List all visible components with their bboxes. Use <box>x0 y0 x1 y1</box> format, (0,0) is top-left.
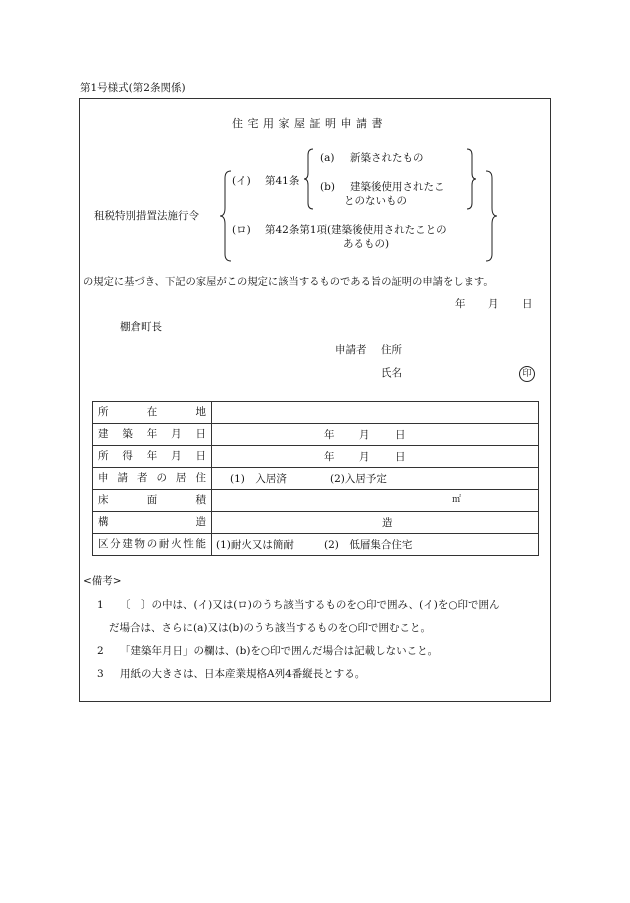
built-month: 月 <box>359 429 370 441</box>
applicant-name-label: 氏名 <box>381 367 402 379</box>
acquired-date-value[interactable] <box>212 446 539 468</box>
acquired-date-label: 所得年月日 <box>98 449 206 462</box>
page-title: 住宅用家屋証明申請書 <box>232 117 387 130</box>
built-day: 日 <box>395 429 406 441</box>
structure-label: 構造 <box>98 515 206 528</box>
form-number: 第1号様式(第2条関係) <box>80 82 186 94</box>
item-ro-line1: 第42条第1項(建築後使用されたことの <box>265 224 447 236</box>
residence-option-2[interactable]: (2)入居予定 <box>330 473 387 485</box>
table-row-floor-area <box>93 490 539 512</box>
table-row-residence <box>93 468 539 490</box>
note-2-line1: 「建築年月日」の欄は、(b)を○印で囲んだ場合は記載しないこと。 <box>120 645 439 657</box>
applicant-address-label: 住所 <box>381 344 402 356</box>
note-1-line1: 〔 〕の中は、(イ)又は(ロ)のうち該当するものを○印で囲み、(イ)を○印で囲ん <box>120 599 500 611</box>
inner-right-brace <box>465 148 477 210</box>
item-b-label: (b) <box>320 181 335 193</box>
item-a-text: 新築されたもの <box>350 152 424 164</box>
date-month: 月 <box>488 298 499 310</box>
acquired-month: 月 <box>359 451 370 463</box>
date-day: 日 <box>522 298 533 310</box>
floor-area-unit: ㎡ <box>452 495 462 505</box>
outer-left-brace <box>219 170 233 262</box>
item-b-line2: とのないもの <box>344 195 407 207</box>
table-row-acquired-date <box>93 446 539 468</box>
acquired-day: 日 <box>395 451 406 463</box>
property-table <box>92 401 539 556</box>
fire-resist-value[interactable] <box>212 534 539 556</box>
inner-left-brace <box>303 148 315 210</box>
seal-mark <box>519 366 535 382</box>
built-year: 年 <box>324 429 335 441</box>
note-2-number: 2 <box>97 645 104 657</box>
date-year: 年 <box>455 298 466 310</box>
built-date-label: 建築年月日 <box>98 427 206 440</box>
fire-resist-label: 区分建物の耐火性能 <box>98 537 206 550</box>
table-row-structure <box>93 512 539 534</box>
acquired-year: 年 <box>324 451 335 463</box>
location-label: 所在地 <box>98 405 206 418</box>
table-row-fire-resist <box>93 534 539 556</box>
item-ro-label: (ロ) <box>232 224 251 236</box>
statement-text: の規定に基づき、下記の家屋がこの規定に該当するものである旨の証明の申請をします。 <box>83 276 494 288</box>
floor-area-label: 床面積 <box>98 493 206 506</box>
location-value[interactable] <box>212 402 539 424</box>
law-name: 租税特別措置法施行令 <box>94 210 199 222</box>
note-3-line1: 用紙の大きさは、日本産業規格A列4番縦長とする。 <box>120 668 366 680</box>
outer-right-brace <box>484 170 498 262</box>
item-b-line1: 建築後使用されたこ <box>350 181 445 193</box>
fire-resist-option-2[interactable]: (2) 低層集合住宅 <box>324 539 413 551</box>
item-i-label: (イ) <box>232 175 251 187</box>
note-3-number: 3 <box>97 668 104 680</box>
structure-suffix: 造 <box>382 517 393 529</box>
residence-label: 申請者の居住 <box>98 471 206 484</box>
table-row-location <box>93 402 539 424</box>
table-row-built-date <box>93 424 539 446</box>
notes-header: <備考> <box>83 575 122 587</box>
item-a-label: (a) <box>320 152 335 164</box>
applicant-label: 申請者 <box>335 344 367 356</box>
floor-area-value[interactable] <box>212 490 539 512</box>
residence-option-1[interactable]: (1) 入居済 <box>230 473 287 485</box>
item-ro-line2: あるもの) <box>343 238 390 250</box>
seal-icon: 印 <box>519 366 535 382</box>
item-i-article: 第41条 <box>265 175 300 187</box>
note-1-line2: だ場合は、さらに(a)又は(b)のうち該当するものを○印で囲むこと。 <box>109 622 432 634</box>
built-date-value[interactable] <box>212 424 539 446</box>
structure-value[interactable] <box>212 512 539 534</box>
addressee: 棚倉町長 <box>120 321 162 333</box>
note-1-number: 1 <box>97 599 104 611</box>
residence-value[interactable] <box>212 468 539 490</box>
fire-resist-option-1[interactable]: (1)耐火又は簡耐 <box>216 539 294 551</box>
